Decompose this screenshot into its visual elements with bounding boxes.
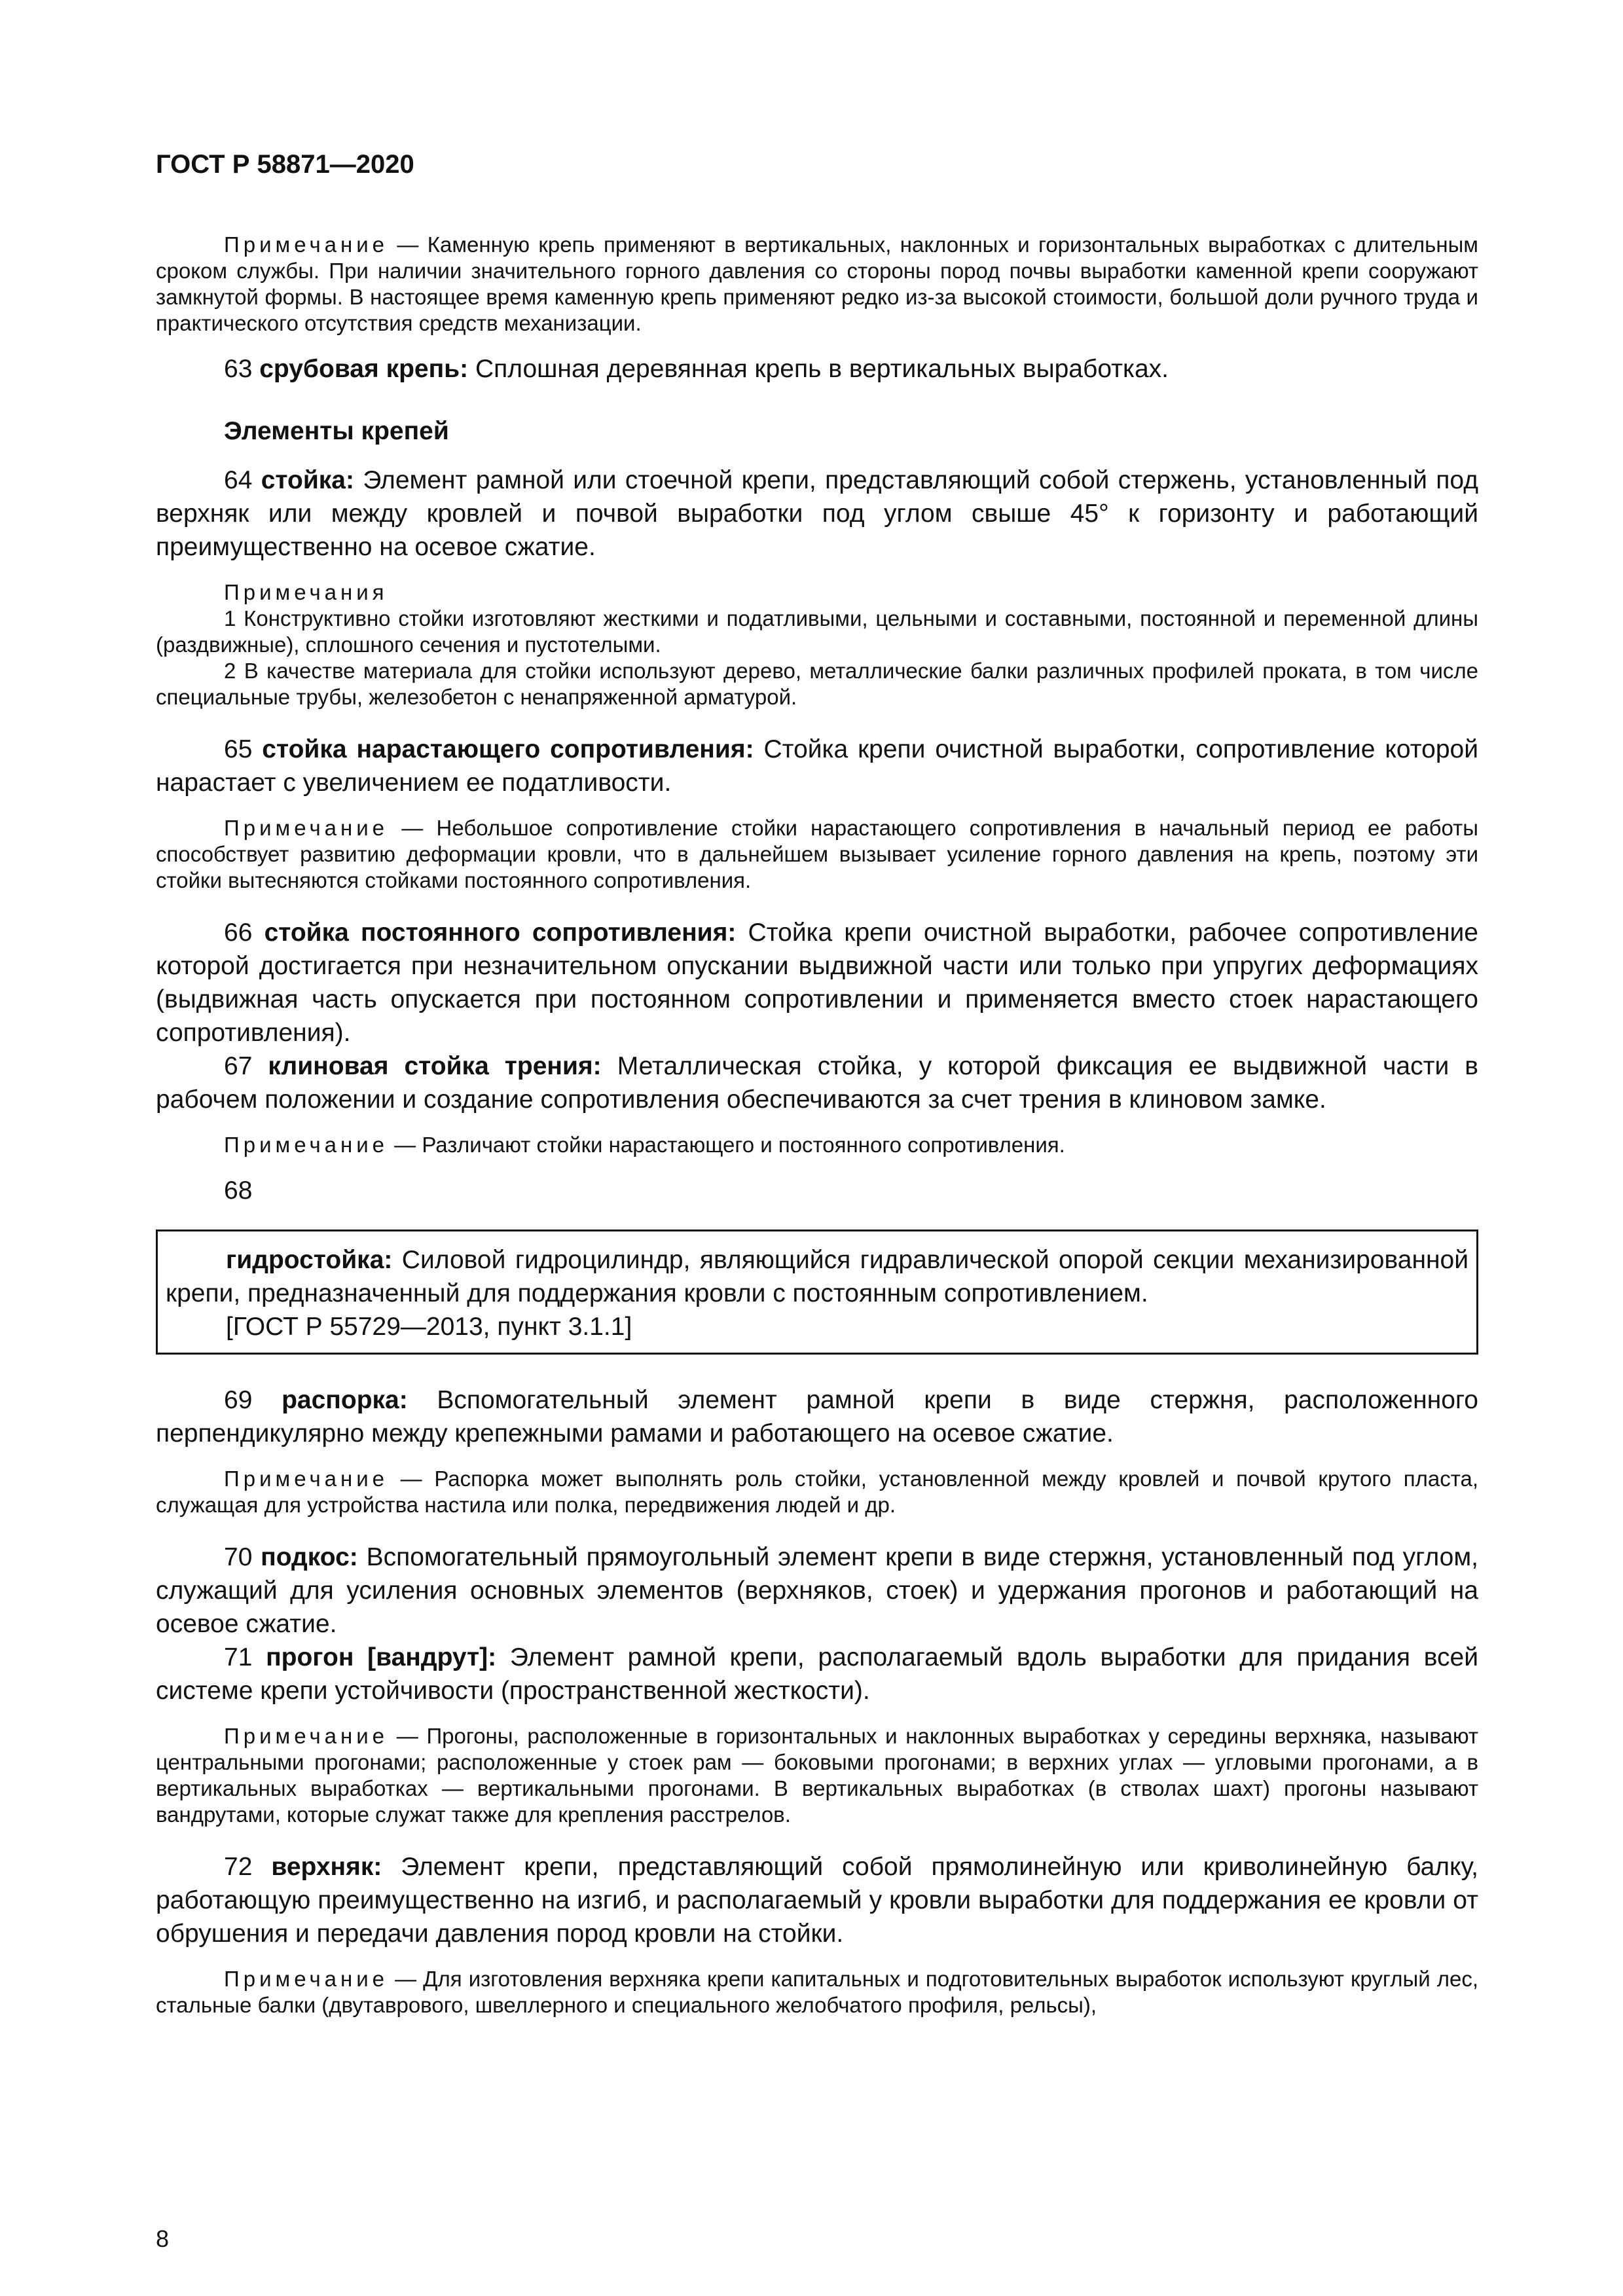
note-text: — Для изготовления верхняка крепи капитальных и подготовительных выработок используют круглый лес, стальные балки (двутаврового, швеллерного и специального желобчатого профиля, рельсы),	[156, 1967, 1478, 2017]
note-62	[156, 232, 1478, 337]
term-name: срубовая крепь:	[259, 355, 469, 383]
term-70	[156, 1540, 1478, 1641]
section-title: Элементы крепей	[224, 417, 449, 445]
term-63	[156, 352, 1478, 386]
term-name: верхняк:	[271, 1853, 382, 1881]
term-72	[156, 1850, 1478, 1950]
document-header: ГОСТ Р 58871—2020	[156, 150, 414, 179]
term-66	[156, 916, 1478, 1049]
term-definition: Силовой гидроцилиндр, являющийся гидравлической опорой секции механизированной крепи, предназначенный для поддержания кровли с постоянным сопротивлением.	[166, 1246, 1468, 1307]
note-text: — Различают стойки нарастающего и постоянного сопротивления.	[388, 1133, 1065, 1157]
term-69	[156, 1383, 1478, 1450]
note-65	[156, 815, 1478, 894]
note-69	[156, 1466, 1478, 1518]
term-name: прогон [вандрут]:	[266, 1643, 497, 1671]
note-text: — Распорка может выполнять роль стойки, установленной между кровлей и почвой крутого пласта, служащая для устройства настила или полка, передвижения людей и др.	[156, 1467, 1478, 1517]
note-label: Примечание	[224, 232, 389, 257]
term-definition: Элемент рамной крепи, располагаемый вдоль выработки для придания всей системе крепи устойчивости (пространственной жесткости).	[156, 1643, 1478, 1705]
note-text: — Каменную крепь применяют в вертикальных, наклонных и горизонтальных выработках с длительным сроком службы. При наличии значительного горного давления со стороны пород почвы выработки каменной крепи сооружают замкнутой формы. В настоящее время каменную крепь применяют редко из-за высокой стоимости, большой доли ручного труда и практического отсутствия средств механизации.	[156, 232, 1478, 335]
term-number: 71	[224, 1643, 253, 1671]
term-name: стойка постоянного сопротивления:	[264, 919, 737, 947]
term-number: 67	[224, 1052, 253, 1080]
note-64-1: 1 Конструктивно стойки изготовляют жесткими и податливыми, цельными и составными, постоянной и переменной длины (раздвижные), сплошного сечения и пустотелыми.	[156, 606, 1478, 657]
term-definition: Элемент крепи, представляющий собой прямолинейную или криволинейную балку, работающую преимущественно на изгиб, и располагаемый у кровли выработки для поддержания ее кровли от обрушения и передачи давления пород кровли на стойки.	[156, 1853, 1478, 1948]
term-name: стойка:	[261, 466, 354, 494]
term-definition: Металлическая стойка, у которой фиксация ее выдвижной части в рабочем положении и создание сопротивления обеспечиваются за счет трения в клиновом замке.	[156, 1052, 1479, 1114]
term-65	[156, 733, 1478, 799]
term-definition: Сплошная деревянная крепь в вертикальных выработках.	[468, 355, 1169, 383]
note-text: — Прогоны, расположенные в горизонтальных и наклонных выработках у середины верхняка, называют центральными прогонами; расположенные у стоек рам — боковыми прогонами; в верхних углах — угловыми прогонами, а в вертикальных выработках — вертикальными прогонами. В вертикальных выработках (в стволах шахт) прогоны называют вандрутами, которые служат также для крепления расстрелов.	[156, 1724, 1478, 1827]
note-label: Примечание	[224, 1133, 389, 1157]
term-number: 70	[224, 1543, 253, 1571]
notes-label: Примечания	[224, 580, 388, 604]
note-label: Примечание	[224, 816, 389, 840]
term-name: клиновая стойка трения:	[268, 1052, 602, 1080]
term-definition: Вспомогательный прямоугольный элемент крепи в виде стержня, установленный под углом, служащий для усиления основных элементов (верхняков, стоек) и удержания прогонов и работающий на осевое сжатие.	[156, 1543, 1478, 1638]
term-68-number: 68	[224, 1176, 253, 1205]
note-label: Примечание	[224, 1967, 389, 1991]
term-64	[156, 464, 1478, 564]
term-number: 72	[224, 1853, 253, 1881]
term-68-box	[156, 1230, 1478, 1355]
note-label: Примечание	[224, 1467, 389, 1491]
term-definition: Вспомогательный элемент рамной крепи в виде стержня, расположенного перпендикулярно между крепежными рамами и работающего на осевое сжатие.	[156, 1386, 1478, 1448]
term-67	[156, 1049, 1478, 1116]
term-number: 69	[224, 1386, 253, 1414]
page-content	[156, 148, 1478, 2018]
note-67	[156, 1132, 1478, 1158]
term-number: 65	[224, 735, 253, 763]
term-name: гидростойка:	[226, 1246, 393, 1274]
note-72	[156, 1966, 1478, 2018]
term-definition: Стойка крепи очистной выработки, рабочее сопротивление которой достигается при незначительном опускании выдвижной части или только при упругих деформациях (выдвижная часть опускается при постоянном сопротивлении и применяется вместо стоек нарастающего сопротивления).	[156, 919, 1478, 1047]
term-71	[156, 1641, 1478, 1707]
note-64-2: 2 В качестве материала для стойки используют дерево, металлические балки различных профилей проката, в том числе специальные трубы, железобетон с ненапряженной арматурой.	[156, 659, 1478, 709]
term-number: 64	[224, 466, 253, 494]
term-name: подкос:	[261, 1543, 358, 1571]
term-definition: Стойка крепи очистной выработки, сопротивление которой нарастает с увеличением ее податливости.	[156, 735, 1478, 797]
term-name: распорка:	[282, 1386, 408, 1414]
note-text: — Небольшое сопротивление стойки нарастающего сопротивления в начальный период ее работы способствует развитию деформации кровли, что в дальнейшем вызывает усиление горного давления на крепь, поэтому эти стойки вытесняются стойками постоянного сопротивления.	[156, 816, 1478, 892]
term-68	[166, 1243, 1468, 1310]
term-reference: [ГОСТ Р 55729—2013, пункт 3.1.1]	[226, 1313, 632, 1341]
term-definition: Элемент рамной или стоечной крепи, представляющий собой стержень, установленный под верхняк или между кровлей и почвой выработки под углом свыше 45° к горизонту и работающий преимущественно на осевое сжатие.	[156, 466, 1478, 561]
term-name: стойка нарастающего сопротивления:	[262, 735, 754, 763]
note-71	[156, 1723, 1478, 1828]
term-number: 63	[224, 355, 253, 383]
term-number: 66	[224, 919, 253, 947]
note-label: Примечание	[224, 1724, 389, 1748]
page-number: 8	[156, 2225, 170, 2252]
